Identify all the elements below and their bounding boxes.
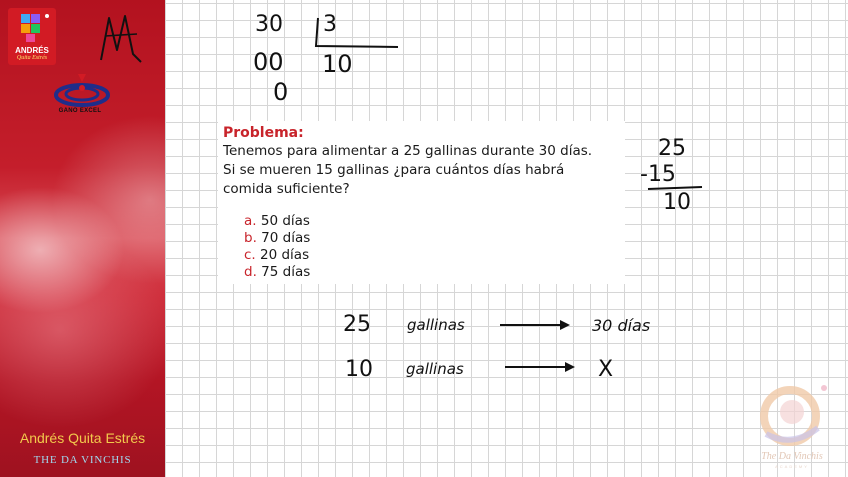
division-bracket (310, 14, 402, 54)
partner-logo-text: GANO EXCEL (58, 108, 102, 114)
option-c (244, 247, 309, 263)
da-vinchis-watermark-icon (752, 378, 832, 450)
logo-title: ANDRÉS (15, 46, 49, 55)
problem-title: Problema: (223, 125, 304, 141)
watermark-subtitle: ACADEMY (775, 464, 809, 469)
subtraction-top: 25 (658, 136, 686, 161)
division-quotient: 10 (322, 50, 353, 78)
option-a (244, 213, 310, 229)
division-divisor: 3 (323, 12, 337, 37)
option-b (244, 230, 310, 246)
brand-name: Andrés Quita Estrés (19, 430, 146, 446)
logo-subtitle: Quita Estrés (16, 55, 48, 61)
option-c-text: 20 días (260, 247, 310, 263)
option-d-letter: d. (244, 264, 257, 280)
row2-arrow-icon (503, 360, 583, 374)
problem-line-1: Tenemos para alimentar a 25 gallinas durante 30 días. (223, 143, 593, 159)
option-b-text: 70 días (261, 230, 311, 246)
andres-logo (8, 8, 56, 65)
problem-line-2: Si se mueren 15 gallinas ¿para cuántos días habrá (223, 162, 565, 178)
row2-left: 10 (345, 357, 373, 382)
division-remainder-1: 00 (253, 48, 284, 76)
option-a-letter: a. (244, 213, 257, 229)
gano-excel-logo (52, 70, 112, 110)
problem-card (218, 121, 625, 284)
option-d (244, 264, 310, 280)
subtraction-result: 10 (663, 190, 691, 215)
option-b-letter: b. (244, 230, 257, 246)
division-dividend: 30 (255, 12, 283, 37)
problem-line-3: comida suficiente? (223, 181, 350, 197)
row1-label: gallinas (407, 316, 465, 334)
option-c-letter: c. (244, 247, 256, 263)
row1-arrow-icon (498, 318, 578, 332)
subtraction-minus: -15 (640, 162, 676, 187)
option-a-text: 50 días (260, 213, 310, 229)
watermark-text: The Da Vinchis (761, 451, 823, 462)
row1-left: 25 (343, 312, 371, 337)
division-remainder-2: 0 (273, 78, 289, 106)
puzzle-icon (8, 8, 56, 46)
row2-right: X (598, 357, 614, 382)
sidebar (0, 0, 165, 477)
signature-icon (97, 10, 149, 68)
brand-subtitle: THE DA VINCHIS (33, 454, 132, 466)
row2-label: gallinas (406, 360, 464, 378)
row1-right: 30 días (592, 316, 651, 335)
option-d-text: 75 días (261, 264, 311, 280)
